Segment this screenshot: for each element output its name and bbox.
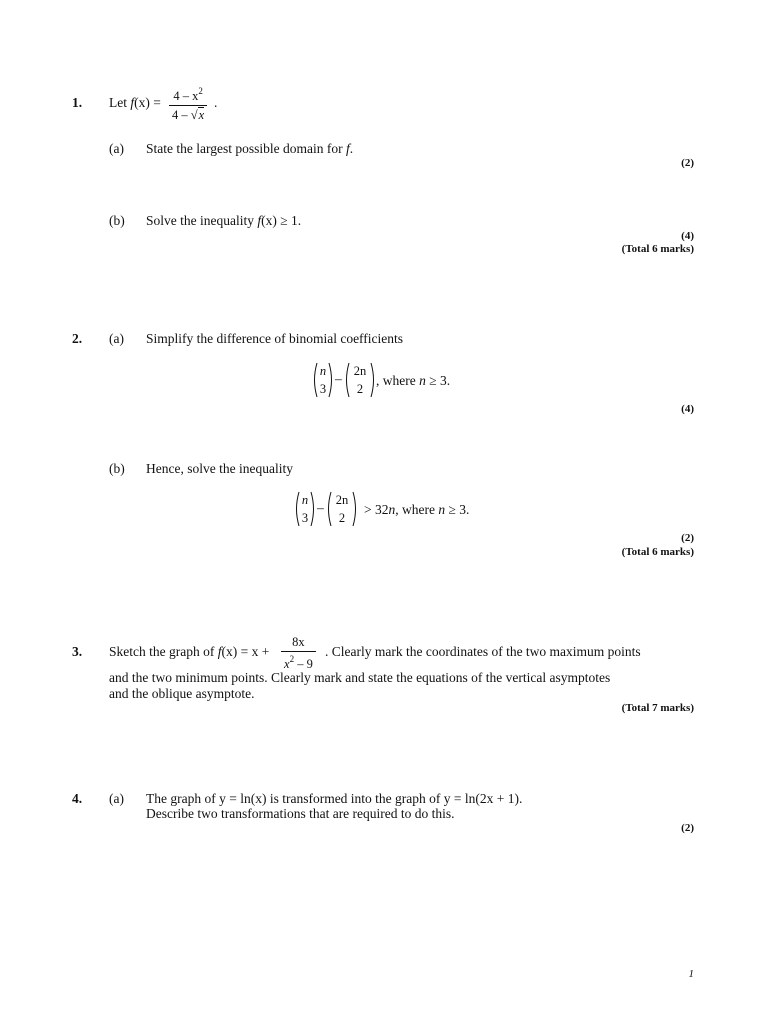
q2a-label: (a) [109,331,124,346]
q2b-text: Hence, solve the inequality [146,461,293,476]
q2a-binom-2n-2: 2n 2 [344,362,376,398]
q2b-inequality: > 32n, where n ≥ 3. [364,502,470,517]
q4a-label: (a) [109,791,124,806]
q3-total-marks: (Total 7 marks) [621,702,694,714]
question-4-number: 4. [72,791,83,806]
question-2-number: 2. [72,331,83,346]
q1-period: . [214,95,218,110]
q4a-text-line1: The graph of y = ln(x) is transformed into the graph of y = ln(2x + 1). [146,791,523,806]
q2b-minus: – [317,500,324,515]
question-3-number: 3. [72,644,83,659]
q2b-marks: (2) [681,532,694,544]
q2a-minus: – [335,371,342,386]
q2-total-marks: (Total 6 marks) [621,546,694,558]
q3-text-line1: . Clearly mark the coordinates of the two maximum points [325,644,641,659]
q1-total-marks: (Total 6 marks) [621,243,694,255]
q1b-label: (b) [109,213,125,228]
q4a-marks: (2) [681,822,694,834]
q2a-text: Simplify the difference of binomial coefficients [146,331,404,346]
q3-text-line2: and the two minimum points. Clearly mark and state the equations of the vertical asymptotes [109,670,611,685]
q1b-text: Solve the inequality f(x) ≥ 1. [146,213,302,228]
q2b-binom-2n-2: 2n 2 [326,491,358,527]
q3-text-line3: and the oblique asymptote. [109,686,255,701]
q1a-label: (a) [109,141,124,156]
q3-intro: Sketch the graph of f(x) = x + [109,644,270,659]
q2a-where: , where n ≥ 3. [376,373,451,388]
q2b-label: (b) [109,461,125,476]
page-number: 1 [688,968,694,980]
question-1-number: 1. [72,95,83,110]
q1b-marks: (4) [681,230,694,242]
q4a-text-line2: Describe two transformations that are required to do this. [146,806,455,821]
q1-fraction: $\frac{4 - x^2}{4 - √x}$ [169,87,207,121]
q3-fraction: $\frac{8x}{x^2 - 9}$ [281,636,316,670]
q2a-marks: (4) [681,403,694,415]
q1a-text: State the largest possible domain for f. [146,141,354,156]
q2a-binom-n-3: n 3 [312,362,334,398]
q1a-marks: (2) [681,157,694,169]
q1-intro: Let f(x) = [109,95,161,110]
q2b-binom-n-3: n 3 [294,491,316,527]
